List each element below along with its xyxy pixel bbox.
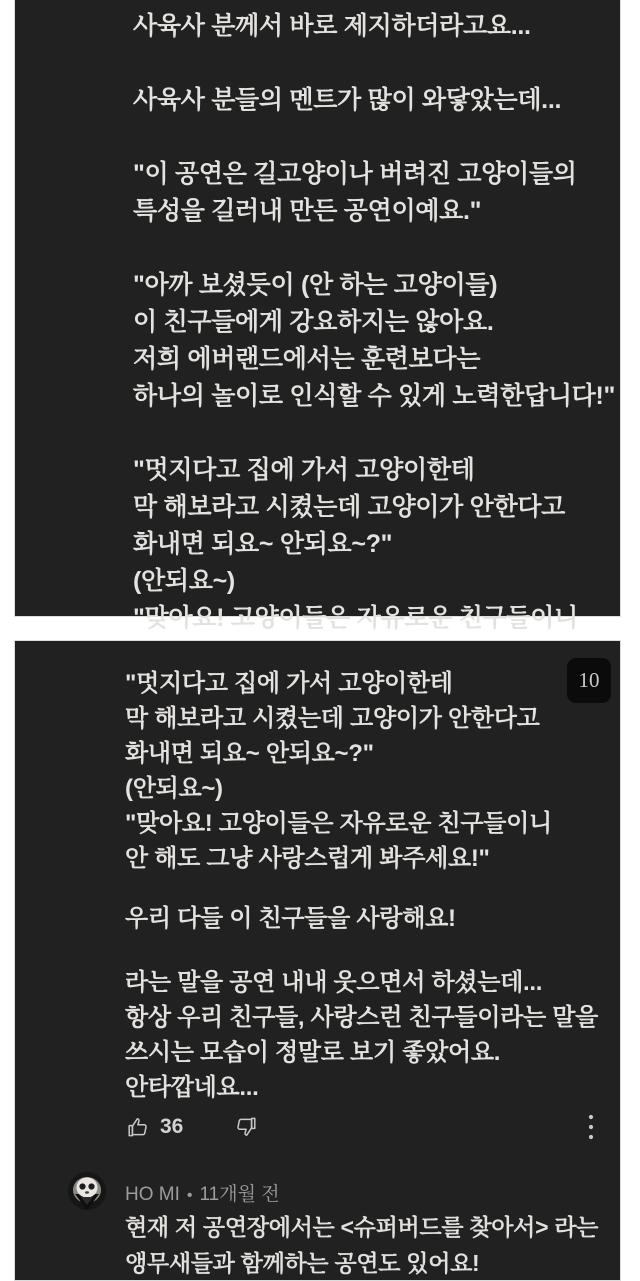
comment-paragraph	[133, 452, 604, 637]
meta-dot-separator: •	[186, 1187, 193, 1204]
comment-text-line: "멋지다고 집에 가서 고양이한테	[125, 670, 453, 697]
comment-meta	[125, 1179, 280, 1206]
like-button[interactable]	[125, 1114, 151, 1140]
more-options-button[interactable]	[578, 1109, 604, 1145]
comment-text-line: 라는 말을 공연 내내 웃으면서 하셨는데...	[125, 969, 543, 996]
comment-text-line: 현재 저 공연장에서는 <슈퍼버드를 찾아서> 라는	[125, 1214, 599, 1240]
thumb-down-icon	[234, 1115, 258, 1139]
avatar-image	[68, 1172, 106, 1210]
comment-author[interactable]: HO MI	[125, 1184, 180, 1205]
comment-paragraph	[133, 82, 604, 119]
comment-text-line: 이 친구들에게 강요하지는 않아요.	[133, 308, 494, 336]
comment-text-line: "맞아요! 고양이들은 자유로운 친구들이니	[125, 810, 552, 837]
comment-text-line: 저희 에버랜드에서는 훈련보다는	[133, 345, 481, 373]
like-count: 36	[160, 1115, 184, 1138]
comment-text-line: (안되요~)	[133, 567, 235, 595]
comment-text-line: 항상 우리 친구들, 사랑스런 친구들이라는 말을	[125, 1004, 599, 1031]
comment-text-line: "멋지다고 집에 가서 고양이한테	[133, 456, 475, 484]
dislike-button[interactable]	[233, 1114, 259, 1140]
comment-text-line: 우리 다들 이 친구들을 사랑해요!	[125, 905, 456, 932]
comment-paragraph	[133, 267, 616, 415]
comment-text-line: 하나의 놀이로 인식할 수 있게 노력한답니다!"	[133, 382, 616, 410]
screenshot-panel-top	[15, 0, 620, 632]
avatar[interactable]	[68, 1172, 106, 1210]
comment-text-line: 사육사 분께서 바로 제지하더라고요...	[133, 12, 531, 40]
comment-text-line: "이 공연은 길고양이나 버려진 고양이들의	[133, 160, 577, 188]
comment-paragraph	[125, 965, 604, 1105]
comment-text-line: "아까 보셨듯이 (안 하는 고양이들)	[133, 271, 498, 299]
more-vertical-icon	[588, 1113, 594, 1141]
comment-time: 11개월 전	[199, 1184, 280, 1205]
comment-action-bar	[125, 1111, 259, 1143]
comment-paragraph	[133, 8, 604, 45]
comment-text-line: 안 해도 그냥 사랑스럽게 봐주세요!"	[125, 845, 490, 872]
comment-text-line: 쓰시는 모습이 정말로 보기 좋았어요.	[125, 1039, 501, 1066]
comment-paragraph	[125, 666, 604, 876]
reply-comment-text	[125, 1209, 604, 1281]
comment-text-line: "맞아요! 고양이들은 자유로운 친구들이니	[133, 604, 578, 632]
thumb-up-icon	[126, 1115, 150, 1139]
comment-text-line: 막 해보라고 시켰는데 고양이가 안한다고	[133, 493, 566, 521]
comment-text-line: 막 해보라고 시켰는데 고양이가 안한다고	[125, 705, 540, 732]
screenshot-panel-bottom	[15, 641, 620, 1280]
comment-text-line: 특성을 길러내 만든 공연이예요."	[133, 197, 482, 225]
comment-paragraph	[133, 156, 604, 230]
comment-text-line: 안타깝네요...	[125, 1074, 259, 1101]
comment-text-line: 화내면 되요~ 안되요~?"	[133, 530, 393, 558]
page-number-badge: 10	[567, 658, 611, 703]
comment-paragraph	[125, 901, 604, 936]
comment-text-line: 화내면 되요~ 안되요~?"	[125, 740, 374, 767]
comment-text-line: 사육사 분들의 멘트가 많이 와닿았는데...	[133, 86, 562, 114]
comment-text-line: 앵무새들과 함께하는 공연도 있어요!	[125, 1250, 480, 1276]
comment-text-line: (안되요~)	[125, 775, 223, 802]
